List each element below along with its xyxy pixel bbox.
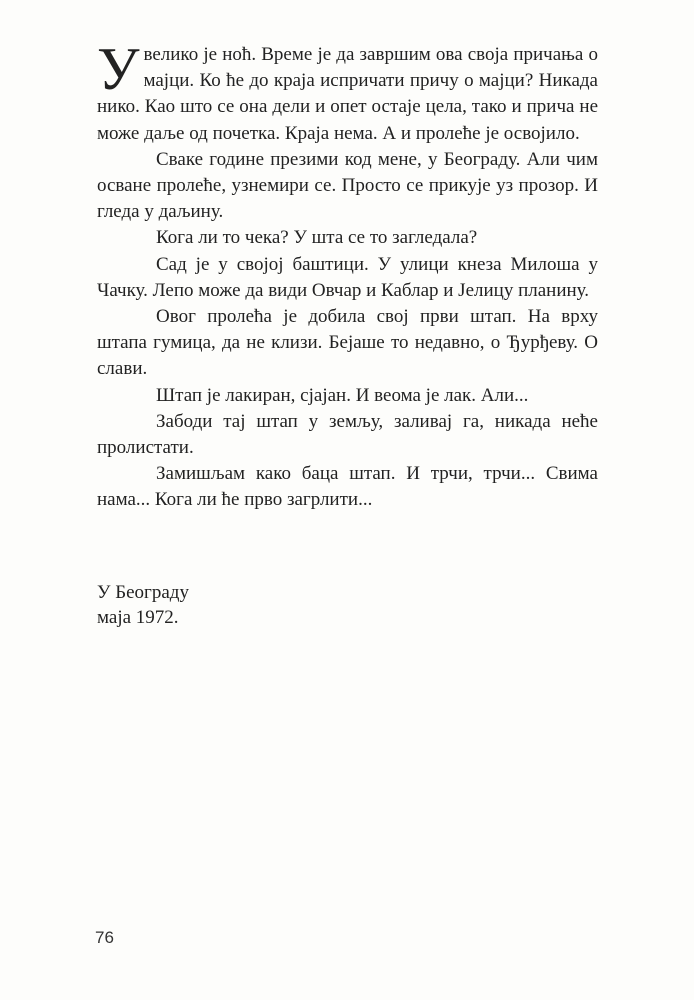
paragraph-6: Штап је лакиран, сјајан. И веома је лак. Али... (156, 384, 529, 406)
paragraph-2: Сваке године презими код мене, у Београду. Али чим осване пролеће, узнемири се. Просто се прикује уз прозор. И гледа у даљину. (97, 148, 598, 223)
drop-cap: У (97, 36, 140, 102)
paragraph-8: Замишљам како баца штап. И трчи, трчи... Свима нама... Кога ли ће прво загрлити... (97, 463, 598, 511)
body-text (97, 36, 598, 514)
paragraph-3: Кога ли то чека? У шта се то загледала? (156, 227, 478, 249)
paragraph-1-text: велико је ноћ. Време је да завршим ова своја причања о мајци. Ко ће до краја испричати причу о мајци? Никада нико. Као што се она дели и опет остаје цела, тако и прича не може даље од почетка. Краја нема. А и пролеће је освојило. (97, 44, 598, 144)
paragraph-7: Забоди тај штап у земљу, заливај га, никада неће пролистати. (97, 410, 598, 459)
paragraph-1 (97, 36, 598, 147)
signature-date: маја 1972. (97, 607, 179, 628)
paragraph-5: Овог пролећа је добила свој први штап. На врху штапа гумица, да не клизи. Бејаше то недавно, о Ђурђеву. О слави. (97, 306, 598, 380)
paragraph-4: Сад је у својој баштици. У улици кнеза Милоша у Чачку. Лепо може да види Овчар и Каблар и Јелицу планину. (97, 253, 598, 301)
signature (97, 580, 189, 630)
page-number: 76 (95, 928, 114, 947)
signature-place: У Београду (97, 582, 189, 603)
